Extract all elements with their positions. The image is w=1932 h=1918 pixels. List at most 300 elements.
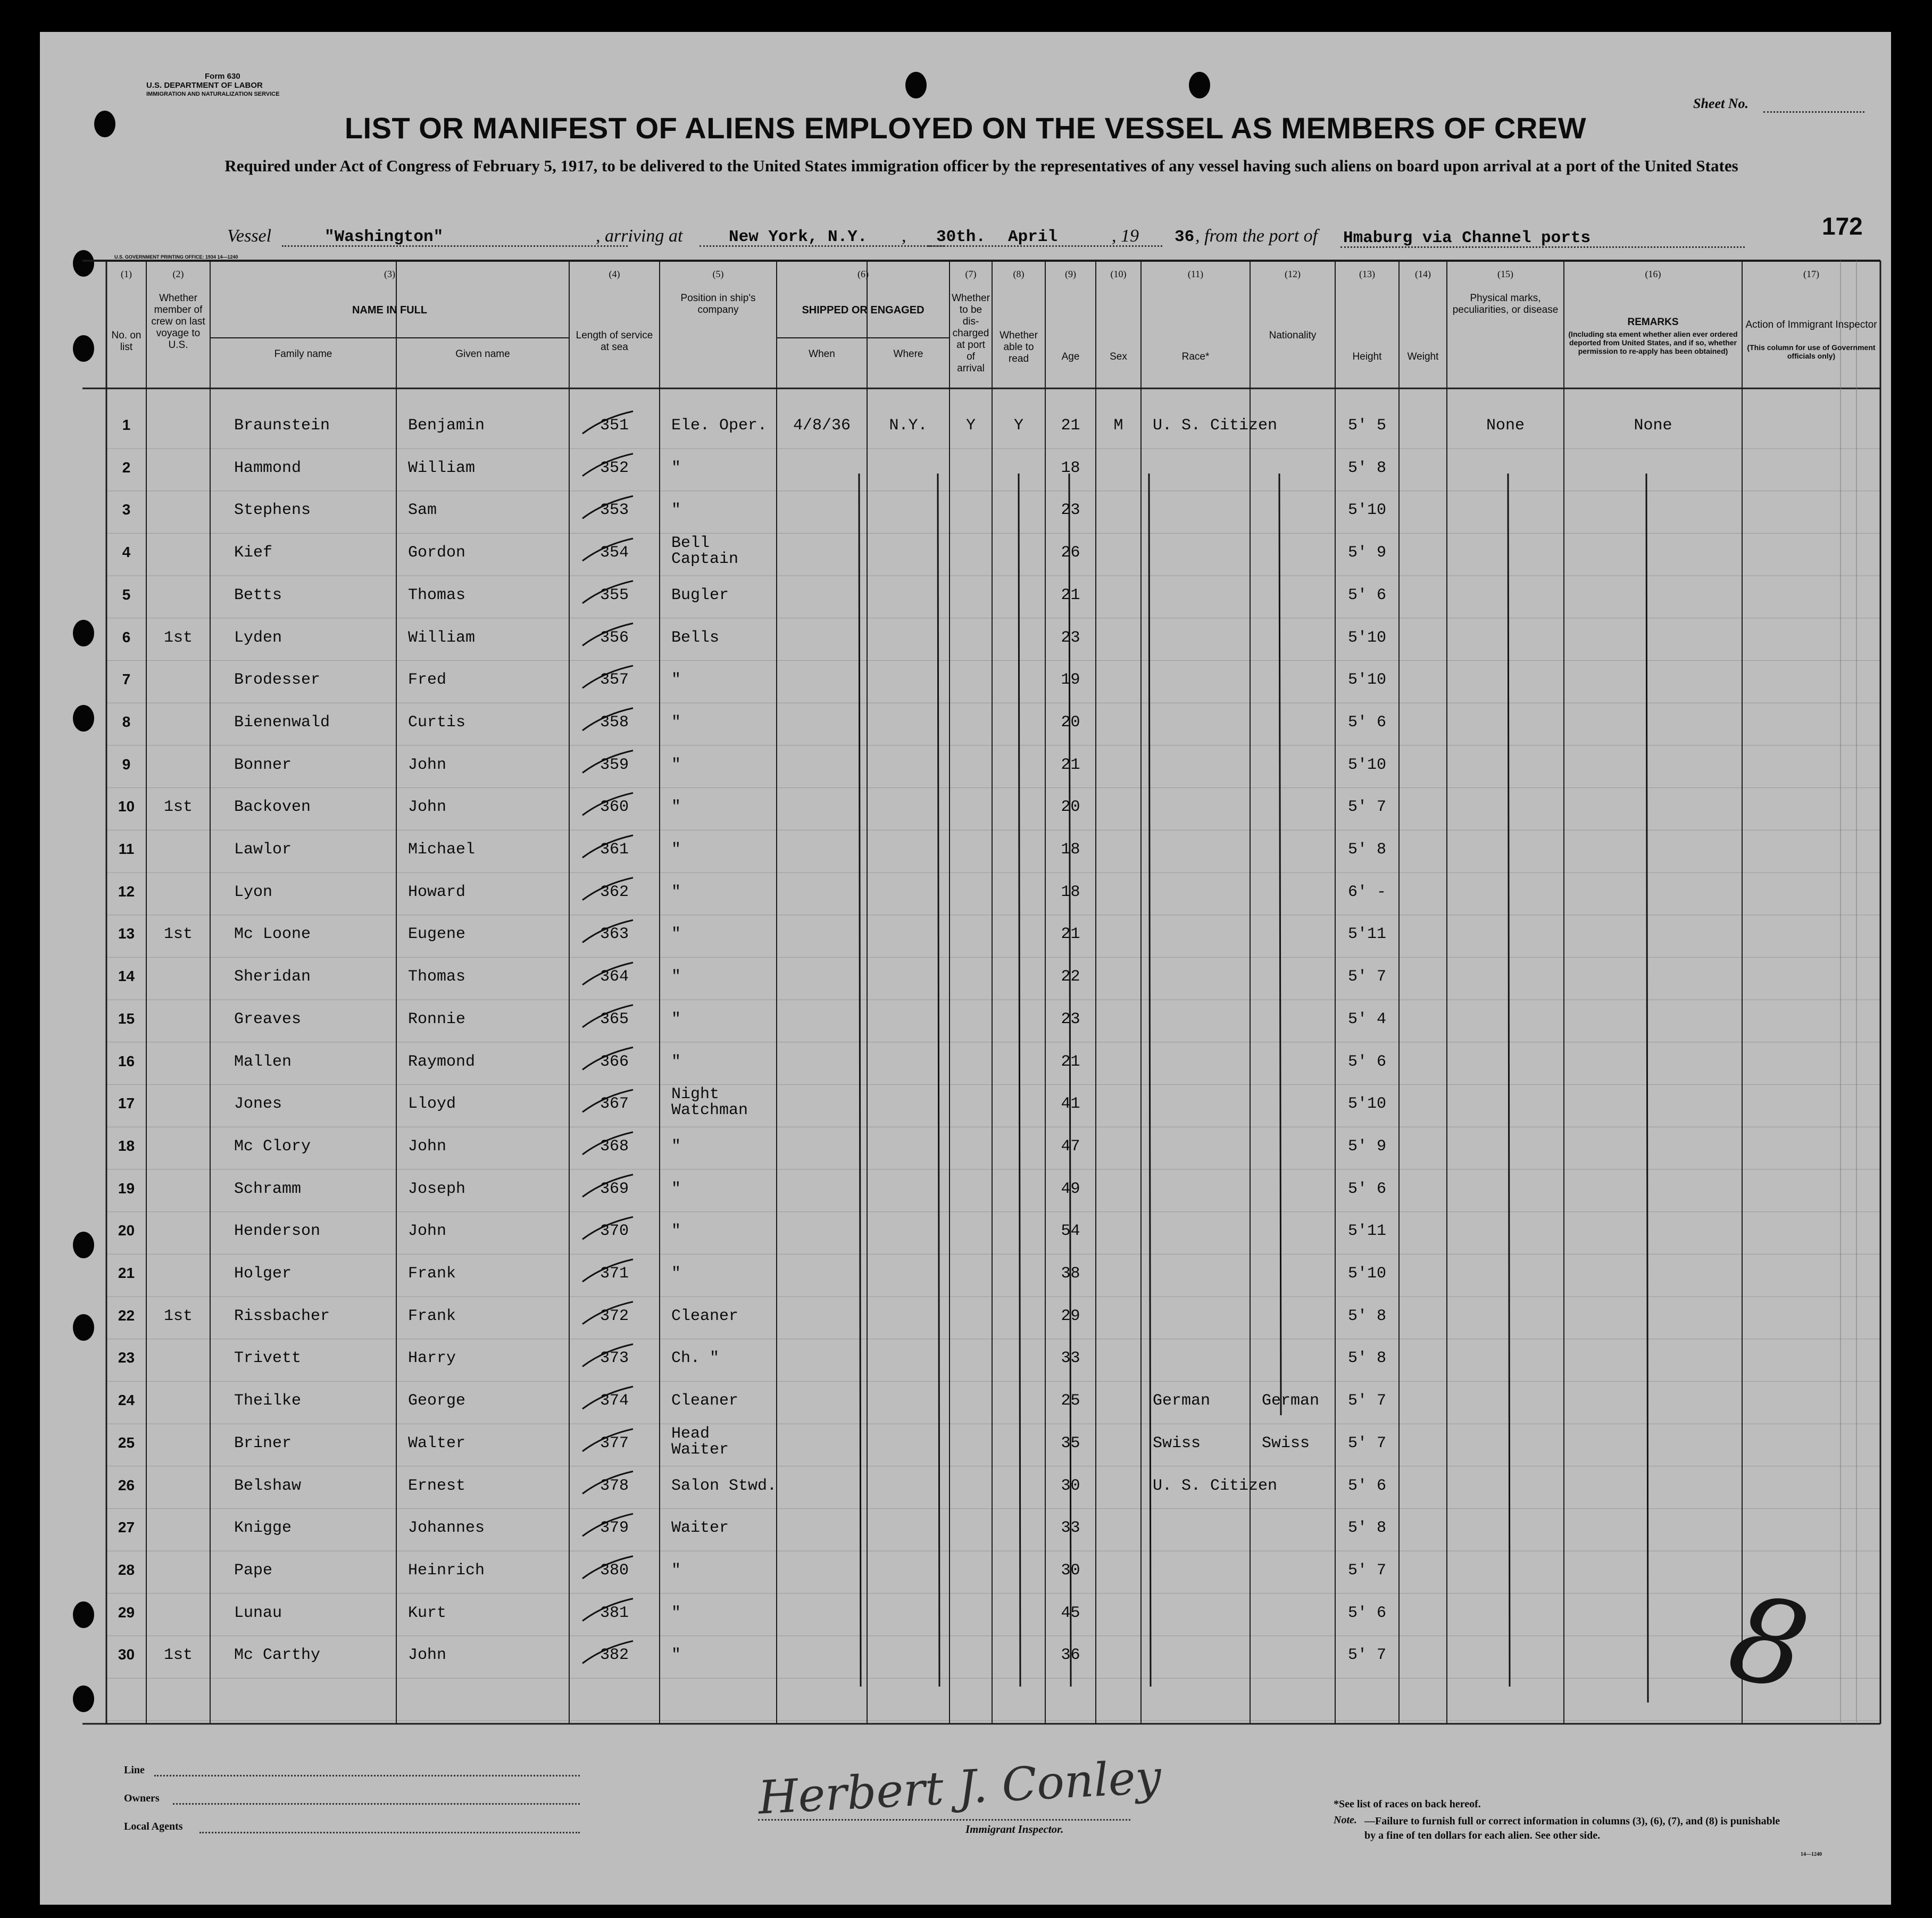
row-no: 28 bbox=[118, 1561, 135, 1578]
row-age: 22 bbox=[1061, 968, 1080, 986]
row-height: 5' 7 bbox=[1347, 968, 1386, 986]
row-height: 5'10 bbox=[1347, 755, 1386, 774]
row-family: Jones bbox=[234, 1095, 282, 1114]
row-age: 29 bbox=[1061, 1307, 1080, 1325]
row-age: 21 bbox=[1061, 1052, 1080, 1071]
row-service: 366 bbox=[599, 1052, 629, 1071]
row-read: Y bbox=[1013, 417, 1023, 435]
row-service: 359 bbox=[599, 755, 629, 774]
vessel-name: "Washington" bbox=[324, 228, 444, 246]
row-no: 18 bbox=[118, 1137, 135, 1154]
row-marks: None bbox=[1486, 417, 1525, 435]
row-family: Brodesser bbox=[234, 671, 321, 690]
column-number: (7) bbox=[965, 269, 977, 279]
row-age: 21 bbox=[1061, 586, 1080, 604]
line-field bbox=[154, 1774, 580, 1776]
column-header: Whether to be dis-charged at port of arrival bbox=[952, 293, 990, 374]
row-no: 24 bbox=[118, 1392, 135, 1409]
row-age: 33 bbox=[1061, 1519, 1080, 1538]
row-service: 381 bbox=[599, 1604, 629, 1622]
arrival-month: April bbox=[1008, 228, 1058, 246]
row-family: Schramm bbox=[234, 1180, 302, 1198]
row-position: " bbox=[671, 841, 681, 859]
row-height: 5' 7 bbox=[1347, 1646, 1386, 1665]
row-no: 12 bbox=[118, 883, 135, 900]
row-height: 5' 8 bbox=[1347, 1519, 1386, 1538]
row-family: Pape bbox=[234, 1561, 273, 1580]
row-given: Raymond bbox=[408, 1052, 476, 1071]
row-height: 5' 6 bbox=[1347, 1604, 1386, 1622]
row-position: Ch. " bbox=[671, 1349, 720, 1368]
row-voyage: 1st bbox=[163, 798, 193, 817]
column-note: (Including sta ement whether alien ever ordered deported from United States, and if so, whether permission to re-apply has been obtained) bbox=[1568, 330, 1738, 355]
column-subheader: Where bbox=[893, 348, 923, 360]
column-number: (12) bbox=[1285, 269, 1301, 279]
row-family: Betts bbox=[234, 586, 282, 604]
row-family: Theilke bbox=[234, 1392, 302, 1410]
row-service: 362 bbox=[599, 883, 629, 901]
row-height: 5'10 bbox=[1347, 501, 1386, 520]
row-service: 364 bbox=[599, 968, 629, 986]
department: U.S. DEPARTMENT OF LABOR bbox=[146, 81, 263, 90]
row-position: " bbox=[671, 755, 681, 774]
row-age: 23 bbox=[1061, 628, 1080, 647]
row-family: Henderson bbox=[234, 1222, 321, 1241]
row-service: 374 bbox=[599, 1392, 629, 1410]
row-position: " bbox=[671, 798, 681, 817]
row-service: 357 bbox=[599, 671, 629, 690]
row-no: 5 bbox=[122, 586, 131, 603]
column-number: (6) bbox=[857, 269, 869, 279]
column-header: Physical marks, peculiarities, or disease bbox=[1452, 293, 1559, 315]
row-service: 367 bbox=[599, 1095, 629, 1114]
row-height: 5' 6 bbox=[1347, 1180, 1386, 1198]
row-family: Lawlor bbox=[234, 841, 292, 859]
row-no: 4 bbox=[122, 544, 131, 561]
column-header: Nationality bbox=[1269, 330, 1317, 341]
row-family: Backoven bbox=[234, 798, 311, 817]
row-given: Lloyd bbox=[408, 1095, 456, 1114]
row-where: N.Y. bbox=[889, 417, 928, 435]
row-when: 4/8/36 bbox=[793, 417, 851, 435]
row-position: Bugler bbox=[671, 586, 729, 604]
column-number: (2) bbox=[172, 269, 184, 279]
row-no: 23 bbox=[118, 1349, 135, 1366]
column-header: Length of service at sea bbox=[576, 330, 653, 353]
row-no: 7 bbox=[122, 671, 131, 688]
row-position: Head Waiter bbox=[671, 1424, 729, 1459]
row-height: 5' 6 bbox=[1347, 713, 1386, 732]
row-age: 26 bbox=[1061, 544, 1080, 562]
row-service: 361 bbox=[599, 841, 629, 859]
row-no: 17 bbox=[118, 1095, 135, 1112]
row-nationality: German bbox=[1262, 1392, 1320, 1410]
races-note: *See list of races on back hereof. bbox=[1334, 1798, 1481, 1810]
row-voyage: 1st bbox=[163, 925, 193, 944]
row-given: Walter bbox=[408, 1434, 466, 1452]
row-position: " bbox=[671, 1222, 681, 1241]
row-age: 21 bbox=[1061, 925, 1080, 944]
column-number: (4) bbox=[609, 269, 620, 279]
row-no: 9 bbox=[122, 755, 131, 773]
row-height: 5' 7 bbox=[1347, 1561, 1386, 1580]
column-header: Sex bbox=[1110, 351, 1127, 362]
row-family: Holger bbox=[234, 1265, 292, 1283]
row-height: 5'10 bbox=[1347, 671, 1386, 690]
document-subtitle: Required under Act of Congress of February 5, 1917, to be delivered to the United States immigration officer by the representatives of any vessel having such aliens on board upon arrival at a port of the United States bbox=[224, 156, 1738, 175]
row-height: 5' 9 bbox=[1347, 1137, 1386, 1156]
row-position: Cleaner bbox=[671, 1307, 739, 1325]
inspector-signature: Herbert J. Conley bbox=[756, 1750, 1163, 1825]
page-number: 172 bbox=[1822, 212, 1863, 240]
row-position: " bbox=[671, 1010, 681, 1028]
row-remarks: None bbox=[1634, 417, 1672, 435]
row-no: 14 bbox=[118, 968, 135, 985]
row-family: Knigge bbox=[234, 1519, 292, 1538]
row-height: 5' 8 bbox=[1347, 841, 1386, 859]
row-no: 16 bbox=[118, 1052, 135, 1069]
row-given: William bbox=[408, 628, 476, 647]
column-header: Whether able to read bbox=[1000, 330, 1038, 364]
row-age: 23 bbox=[1061, 501, 1080, 520]
row-height: 5' 8 bbox=[1347, 1349, 1386, 1368]
row-given: Michael bbox=[408, 841, 476, 859]
row-service: 365 bbox=[599, 1010, 629, 1028]
row-service: 363 bbox=[599, 925, 629, 944]
row-nationality: Swiss bbox=[1262, 1434, 1310, 1452]
column-number: (16) bbox=[1645, 269, 1661, 279]
row-age: 41 bbox=[1061, 1095, 1080, 1114]
row-given: Sam bbox=[408, 501, 437, 520]
row-family: Belshaw bbox=[234, 1476, 302, 1495]
row-position: Night Watchman bbox=[671, 1085, 748, 1120]
column-subheader: When bbox=[809, 348, 835, 360]
row-service: 377 bbox=[599, 1434, 629, 1452]
row-height: 5' 8 bbox=[1347, 1307, 1386, 1325]
row-position: Ele. Oper. bbox=[671, 417, 768, 435]
row-position: Bell Captain bbox=[671, 534, 739, 569]
printing-office: U.S. GOVERNMENT PRINTING OFFICE: 1934 14—1240 bbox=[114, 254, 238, 260]
row-no: 1 bbox=[122, 417, 131, 433]
row-family: Bienenwald bbox=[234, 713, 330, 732]
row-age: 49 bbox=[1061, 1180, 1080, 1198]
row-position: " bbox=[671, 1604, 681, 1622]
year-prefix: , 19 bbox=[1112, 226, 1139, 246]
row-family: Mallen bbox=[234, 1052, 292, 1071]
row-given: John bbox=[408, 798, 447, 817]
row-age: 23 bbox=[1061, 1010, 1080, 1028]
row-race: Swiss bbox=[1153, 1434, 1201, 1452]
row-age: 45 bbox=[1061, 1604, 1080, 1622]
row-given: Ronnie bbox=[408, 1010, 466, 1028]
arrival-day: 30th. bbox=[936, 228, 986, 246]
row-service: 369 bbox=[599, 1180, 629, 1198]
row-no: 15 bbox=[118, 1010, 135, 1027]
row-given: Harry bbox=[408, 1349, 456, 1368]
row-age: 30 bbox=[1061, 1561, 1080, 1580]
row-given: Thomas bbox=[408, 586, 466, 604]
column-header: Position in ship's company bbox=[680, 293, 756, 315]
column-number: (14) bbox=[1415, 269, 1431, 279]
column-number: (11) bbox=[1187, 269, 1204, 279]
row-family: Lyon bbox=[234, 883, 273, 901]
column-number: (1) bbox=[121, 269, 132, 279]
row-given: Fred bbox=[408, 671, 447, 690]
row-height: 5' 6 bbox=[1347, 1052, 1386, 1071]
row-age: 18 bbox=[1061, 841, 1080, 859]
row-height: 5' 5 bbox=[1347, 417, 1386, 435]
row-position: Bells bbox=[671, 628, 720, 647]
row-given: Kurt bbox=[408, 1604, 447, 1622]
row-family: Lunau bbox=[234, 1604, 282, 1622]
from-port: Hmaburg via Channel ports bbox=[1343, 229, 1591, 247]
column-number: (13) bbox=[1359, 269, 1375, 279]
row-given: Joseph bbox=[408, 1180, 466, 1198]
row-given: Frank bbox=[408, 1307, 456, 1325]
row-no: 21 bbox=[118, 1265, 135, 1281]
row-given: John bbox=[408, 1137, 447, 1156]
row-family: Greaves bbox=[234, 1010, 302, 1028]
column-number: (3) bbox=[384, 269, 395, 279]
row-no: 10 bbox=[118, 798, 135, 815]
row-age: 21 bbox=[1061, 417, 1080, 435]
row-position: " bbox=[671, 713, 681, 732]
row-position: " bbox=[671, 1137, 681, 1156]
row-service: 380 bbox=[599, 1561, 629, 1580]
row-voyage: 1st bbox=[163, 628, 193, 647]
row-discharged: Y bbox=[965, 417, 976, 435]
row-voyage: 1st bbox=[163, 1307, 193, 1325]
from-label: , from the port of bbox=[1195, 226, 1318, 246]
row-service: 382 bbox=[599, 1646, 629, 1665]
row-given: George bbox=[408, 1392, 466, 1410]
row-age: 33 bbox=[1061, 1349, 1080, 1368]
column-number: (15) bbox=[1497, 269, 1513, 279]
column-header: Weight bbox=[1407, 351, 1439, 362]
row-age: 35 bbox=[1061, 1434, 1080, 1452]
column-subheader: Given name bbox=[455, 348, 510, 360]
form-code: 14—1240 bbox=[1801, 1851, 1822, 1857]
row-position: " bbox=[671, 1265, 681, 1283]
row-family: Kief bbox=[234, 544, 273, 562]
handwritten-mark: 8 bbox=[1718, 1568, 1820, 1717]
row-family: Bonner bbox=[234, 755, 292, 774]
row-height: 5' 7 bbox=[1347, 1434, 1386, 1452]
column-header: Whether member of crew on last voyage to U.S. bbox=[151, 293, 205, 351]
row-no: 22 bbox=[118, 1307, 135, 1324]
row-voyage: 1st bbox=[163, 1646, 193, 1665]
agents-label: Local Agents bbox=[124, 1821, 183, 1832]
column-number: (10) bbox=[1110, 269, 1127, 279]
row-no: 6 bbox=[122, 628, 131, 645]
row-age: 21 bbox=[1061, 755, 1080, 774]
manifest-sheet: Form 630 U.S. DEPARTMENT OF LABOR IMMIGRATION AND NATURALIZATION SERVICE Sheet No. 172 LIST OR MANIFEST OF ALIENS EMPLOYED ON THE VESSEL AS MEMBERS OF CREW Required under Act of Congress of February 5, 1917, to be delivered to the United States immigration officer by the representatives of any vessel having such aliens on board upon arrival at a port of the United States Vessel "Washington" , arriving at New York, N.Y. , 30th. April , 19 36 , from the port of Hmaburg via Channel ports U.S. GOVERNMENT PRINTING OFFICE: 1934 14—1240 (1) No. on list (2) Whether member of crew on last voyage to U.S. (3) NAME IN FULL Family name Given name (4) Length of service at sea (5) Position in ship's company (6) SHIPPED OR ENGAGED When Where (7) Whether to be dis-charged at port of arrival (8) Whether able to read (9) Age (10) Sex (11) Race* (12) Nationality (13) Height (14) Weight (15) Physical marks, peculiarities, or disease (16) REMARKS (Including sta ement whether alien ever ordered deported from United States, and if so, whether permission to re-apply has been obtained) (17) Action of Immigrant Inspector (This column for use of Government officials only) 1 Braunstein Benjamin 351 Ele. Oper. 4/8/36 N.Y. Y Y 21 M U. S. Citizen 5' 5 None None 2 Hammond William 352 " 18 5' 8 3 Stephens Sam 353 " 23 5'10 4 Kief Gordon 354 Bell Captain 26 5' 9 5 Betts Thomas 355 Bugler 21 5' 6 6 1st Lyden William 356 Bells 23 5'10 7 Brodesser Fred 357 " 19 5'10 8 Bienenwald Curtis 358 " 20 5' 6 9 Bonner John 359 " 21 5'10 10 1st Backoven John 360 " 20 5' 7 11 Lawlor Michael 361 " 18 5' 8 12 Lyon Howard 362 " 18 6' - 13 1st Mc Loone Eugene 363 " 21 5'11 14 Sheridan Thomas 364 " 22 5' 7 15 Greaves Ronnie 365 " 23 5' 4 16 Mallen Raymond 366 " 21 5' 6 17 Jones Lloyd 367 Night Watchman 41 5'10 18 Mc Clory John 368 " 47 5' 9 19 Schramm Joseph 369 " 49 5' 6 20 Henderson John 370 " 54 5'11 21 Holger Frank 371 " 38 5'10 22 1st Rissbacher Frank 372 Cleaner 29 5' 8 23 Trivett Harry 373 Ch. " 33 5' 8 24 Theilke George 374 Cleaner 25 German German 5' 7 25 Briner Walter 377 Head Waiter 35 Swiss Swiss 5' 7 26 Belshaw Ernest 378 Salon Stwd. 30 U. S. Citizen 5' 6 27 Knigge Johannes 379 Waiter 33 5' 8 28 Pape Heinrich 380 " 30 5' 7 29 Lunau Kurt 381 " 45 5' 6 30 1st Mc Carthy John 382 " 36 5' 7 Line Owners Local Agents Herbert J. Conley Immigrant Inspector. *See list of races on back hereof. Note. —Failure to furnish full or correct information in columns (3), (6), (7), and (8) is punishable by a fine of ten dollars for each alien. See other side. 14—1240 8 bbox=[40, 32, 1891, 1905]
row-position: Waiter bbox=[671, 1519, 729, 1538]
row-service: 368 bbox=[599, 1137, 629, 1156]
row-position: " bbox=[671, 1052, 681, 1071]
row-position: " bbox=[671, 925, 681, 944]
note-text: —Failure to furnish full or correct information in columns (3), (6), (7), and (8) is punishable by a fine of ten dollars for each alien. See other side. bbox=[1364, 1815, 1780, 1841]
row-service: 351 bbox=[599, 417, 629, 435]
row-service: 373 bbox=[599, 1349, 629, 1368]
column-header: No. on list bbox=[111, 330, 141, 353]
row-age: 25 bbox=[1061, 1392, 1080, 1410]
row-height: 5'10 bbox=[1347, 628, 1386, 647]
row-given: Gordon bbox=[408, 544, 466, 562]
row-age: 38 bbox=[1061, 1265, 1080, 1283]
row-no: 2 bbox=[122, 459, 131, 476]
row-family: Braunstein bbox=[234, 417, 330, 435]
row-service: 355 bbox=[599, 586, 629, 604]
row-service: 379 bbox=[599, 1519, 629, 1538]
row-age: 54 bbox=[1061, 1222, 1080, 1241]
row-family: Briner bbox=[234, 1434, 292, 1452]
row-no: 11 bbox=[118, 841, 135, 857]
column-header: REMARKS bbox=[1627, 317, 1679, 328]
column-header: Height bbox=[1352, 351, 1382, 362]
row-service: 370 bbox=[599, 1222, 629, 1241]
row-height: 5' 6 bbox=[1347, 1476, 1386, 1495]
row-family: Lyden bbox=[234, 628, 282, 647]
row-age: 18 bbox=[1061, 883, 1080, 901]
row-given: Eugene bbox=[408, 925, 466, 944]
column-number: (8) bbox=[1013, 269, 1025, 279]
row-height: 5'10 bbox=[1347, 1265, 1386, 1283]
row-given: Frank bbox=[408, 1265, 456, 1283]
column-header: Race* bbox=[1181, 351, 1210, 362]
row-service: 353 bbox=[599, 501, 629, 520]
vessel-label: Vessel bbox=[227, 226, 272, 246]
arrival-port: New York, N.Y. bbox=[729, 228, 868, 246]
row-family: Sheridan bbox=[234, 968, 311, 986]
row-family: Stephens bbox=[234, 501, 311, 520]
service-name: IMMIGRATION AND NATURALIZATION SERVICE bbox=[146, 91, 280, 97]
row-height: 5'10 bbox=[1347, 1095, 1386, 1114]
row-position: " bbox=[671, 501, 681, 520]
row-height: 5' 9 bbox=[1347, 544, 1386, 562]
row-family: Mc Carthy bbox=[234, 1646, 321, 1665]
row-given: Curtis bbox=[408, 713, 466, 732]
row-given: John bbox=[408, 1222, 447, 1241]
document-title: LIST OR MANIFEST OF ALIENS EMPLOYED ON THE VESSEL AS MEMBERS OF CREW bbox=[344, 111, 1587, 145]
row-service: 356 bbox=[599, 628, 629, 647]
row-family: Mc Clory bbox=[234, 1137, 311, 1156]
row-service: 358 bbox=[599, 713, 629, 732]
row-given: John bbox=[408, 755, 447, 774]
row-position: " bbox=[671, 968, 681, 986]
form-number: Form 630 bbox=[205, 72, 240, 81]
row-given: Ernest bbox=[408, 1476, 466, 1495]
row-service: 378 bbox=[599, 1476, 629, 1495]
row-no: 26 bbox=[118, 1476, 135, 1493]
arrival-year: 36 bbox=[1175, 228, 1195, 246]
row-service: 360 bbox=[599, 798, 629, 817]
row-no: 3 bbox=[122, 501, 131, 518]
row-no: 13 bbox=[118, 925, 135, 942]
row-height: 5'11 bbox=[1347, 1222, 1386, 1241]
row-position: " bbox=[671, 671, 681, 690]
column-note: (This column for use of Government officials only) bbox=[1747, 343, 1876, 360]
column-subheader: Family name bbox=[274, 348, 332, 360]
row-position: Cleaner bbox=[671, 1392, 739, 1410]
row-race: German bbox=[1153, 1392, 1211, 1410]
row-age: 20 bbox=[1061, 798, 1080, 817]
row-given: John bbox=[408, 1646, 447, 1665]
row-service: 371 bbox=[599, 1265, 629, 1283]
row-height: 5' 4 bbox=[1347, 1010, 1386, 1028]
column-header: Action of Immigrant Inspector bbox=[1745, 319, 1877, 330]
row-height: 6' - bbox=[1347, 883, 1386, 901]
row-no: 8 bbox=[122, 713, 131, 730]
row-given: Benjamin bbox=[408, 417, 485, 435]
row-service: 372 bbox=[599, 1307, 629, 1325]
line-label: Line bbox=[124, 1764, 145, 1776]
row-no: 25 bbox=[118, 1434, 135, 1451]
inspector-label: Immigrant Inspector. bbox=[965, 1823, 1064, 1836]
row-given: Thomas bbox=[408, 968, 466, 986]
row-given: Heinrich bbox=[408, 1561, 485, 1580]
column-header: NAME IN FULL bbox=[352, 304, 428, 316]
row-position: " bbox=[671, 1180, 681, 1198]
row-position: " bbox=[671, 459, 681, 477]
column-header: SHIPPED OR ENGAGED bbox=[802, 304, 925, 316]
row-position: " bbox=[671, 1561, 681, 1580]
row-height: 5'11 bbox=[1347, 925, 1386, 944]
row-position: " bbox=[671, 1646, 681, 1665]
row-age: 19 bbox=[1061, 671, 1080, 690]
row-given: Howard bbox=[408, 883, 466, 901]
row-no: 19 bbox=[118, 1180, 135, 1197]
row-service: 352 bbox=[599, 459, 629, 477]
column-number: (5) bbox=[712, 269, 724, 279]
row-height: 5' 7 bbox=[1347, 798, 1386, 817]
row-age: 30 bbox=[1061, 1476, 1080, 1495]
row-family: Mc Loone bbox=[234, 925, 311, 944]
owners-label: Owners bbox=[124, 1792, 160, 1804]
column-number: (17) bbox=[1803, 269, 1819, 279]
column-number: (9) bbox=[1065, 269, 1076, 279]
agents-field bbox=[199, 1831, 580, 1833]
column-header: Age bbox=[1061, 351, 1080, 362]
row-age: 47 bbox=[1061, 1137, 1080, 1156]
row-given: Johannes bbox=[408, 1519, 485, 1538]
owners-field bbox=[173, 1803, 580, 1805]
row-position: " bbox=[671, 883, 681, 901]
row-age: 36 bbox=[1061, 1646, 1080, 1665]
row-height: 5' 7 bbox=[1347, 1392, 1386, 1410]
row-age: 20 bbox=[1061, 713, 1080, 732]
note-label: Note. bbox=[1334, 1814, 1357, 1826]
row-race: U. S. Citizen bbox=[1153, 1476, 1278, 1495]
row-race: U. S. Citizen bbox=[1153, 417, 1278, 435]
sheet-label: Sheet No. bbox=[1693, 96, 1748, 111]
arriving-label: , arriving at bbox=[596, 226, 683, 246]
row-height: 5' 8 bbox=[1347, 459, 1386, 477]
row-family: Rissbacher bbox=[234, 1307, 330, 1325]
row-no: 30 bbox=[118, 1646, 135, 1663]
row-height: 5' 6 bbox=[1347, 586, 1386, 604]
row-position: Salon Stwd. bbox=[671, 1476, 777, 1495]
row-no: 20 bbox=[118, 1222, 135, 1239]
row-family: Hammond bbox=[234, 459, 302, 477]
row-no: 27 bbox=[118, 1519, 135, 1536]
row-family: Trivett bbox=[234, 1349, 302, 1368]
row-service: 354 bbox=[599, 544, 629, 562]
row-no: 29 bbox=[118, 1604, 135, 1621]
row-age: 18 bbox=[1061, 459, 1080, 477]
row-given: William bbox=[408, 459, 476, 477]
row-sex: M bbox=[1113, 417, 1123, 435]
